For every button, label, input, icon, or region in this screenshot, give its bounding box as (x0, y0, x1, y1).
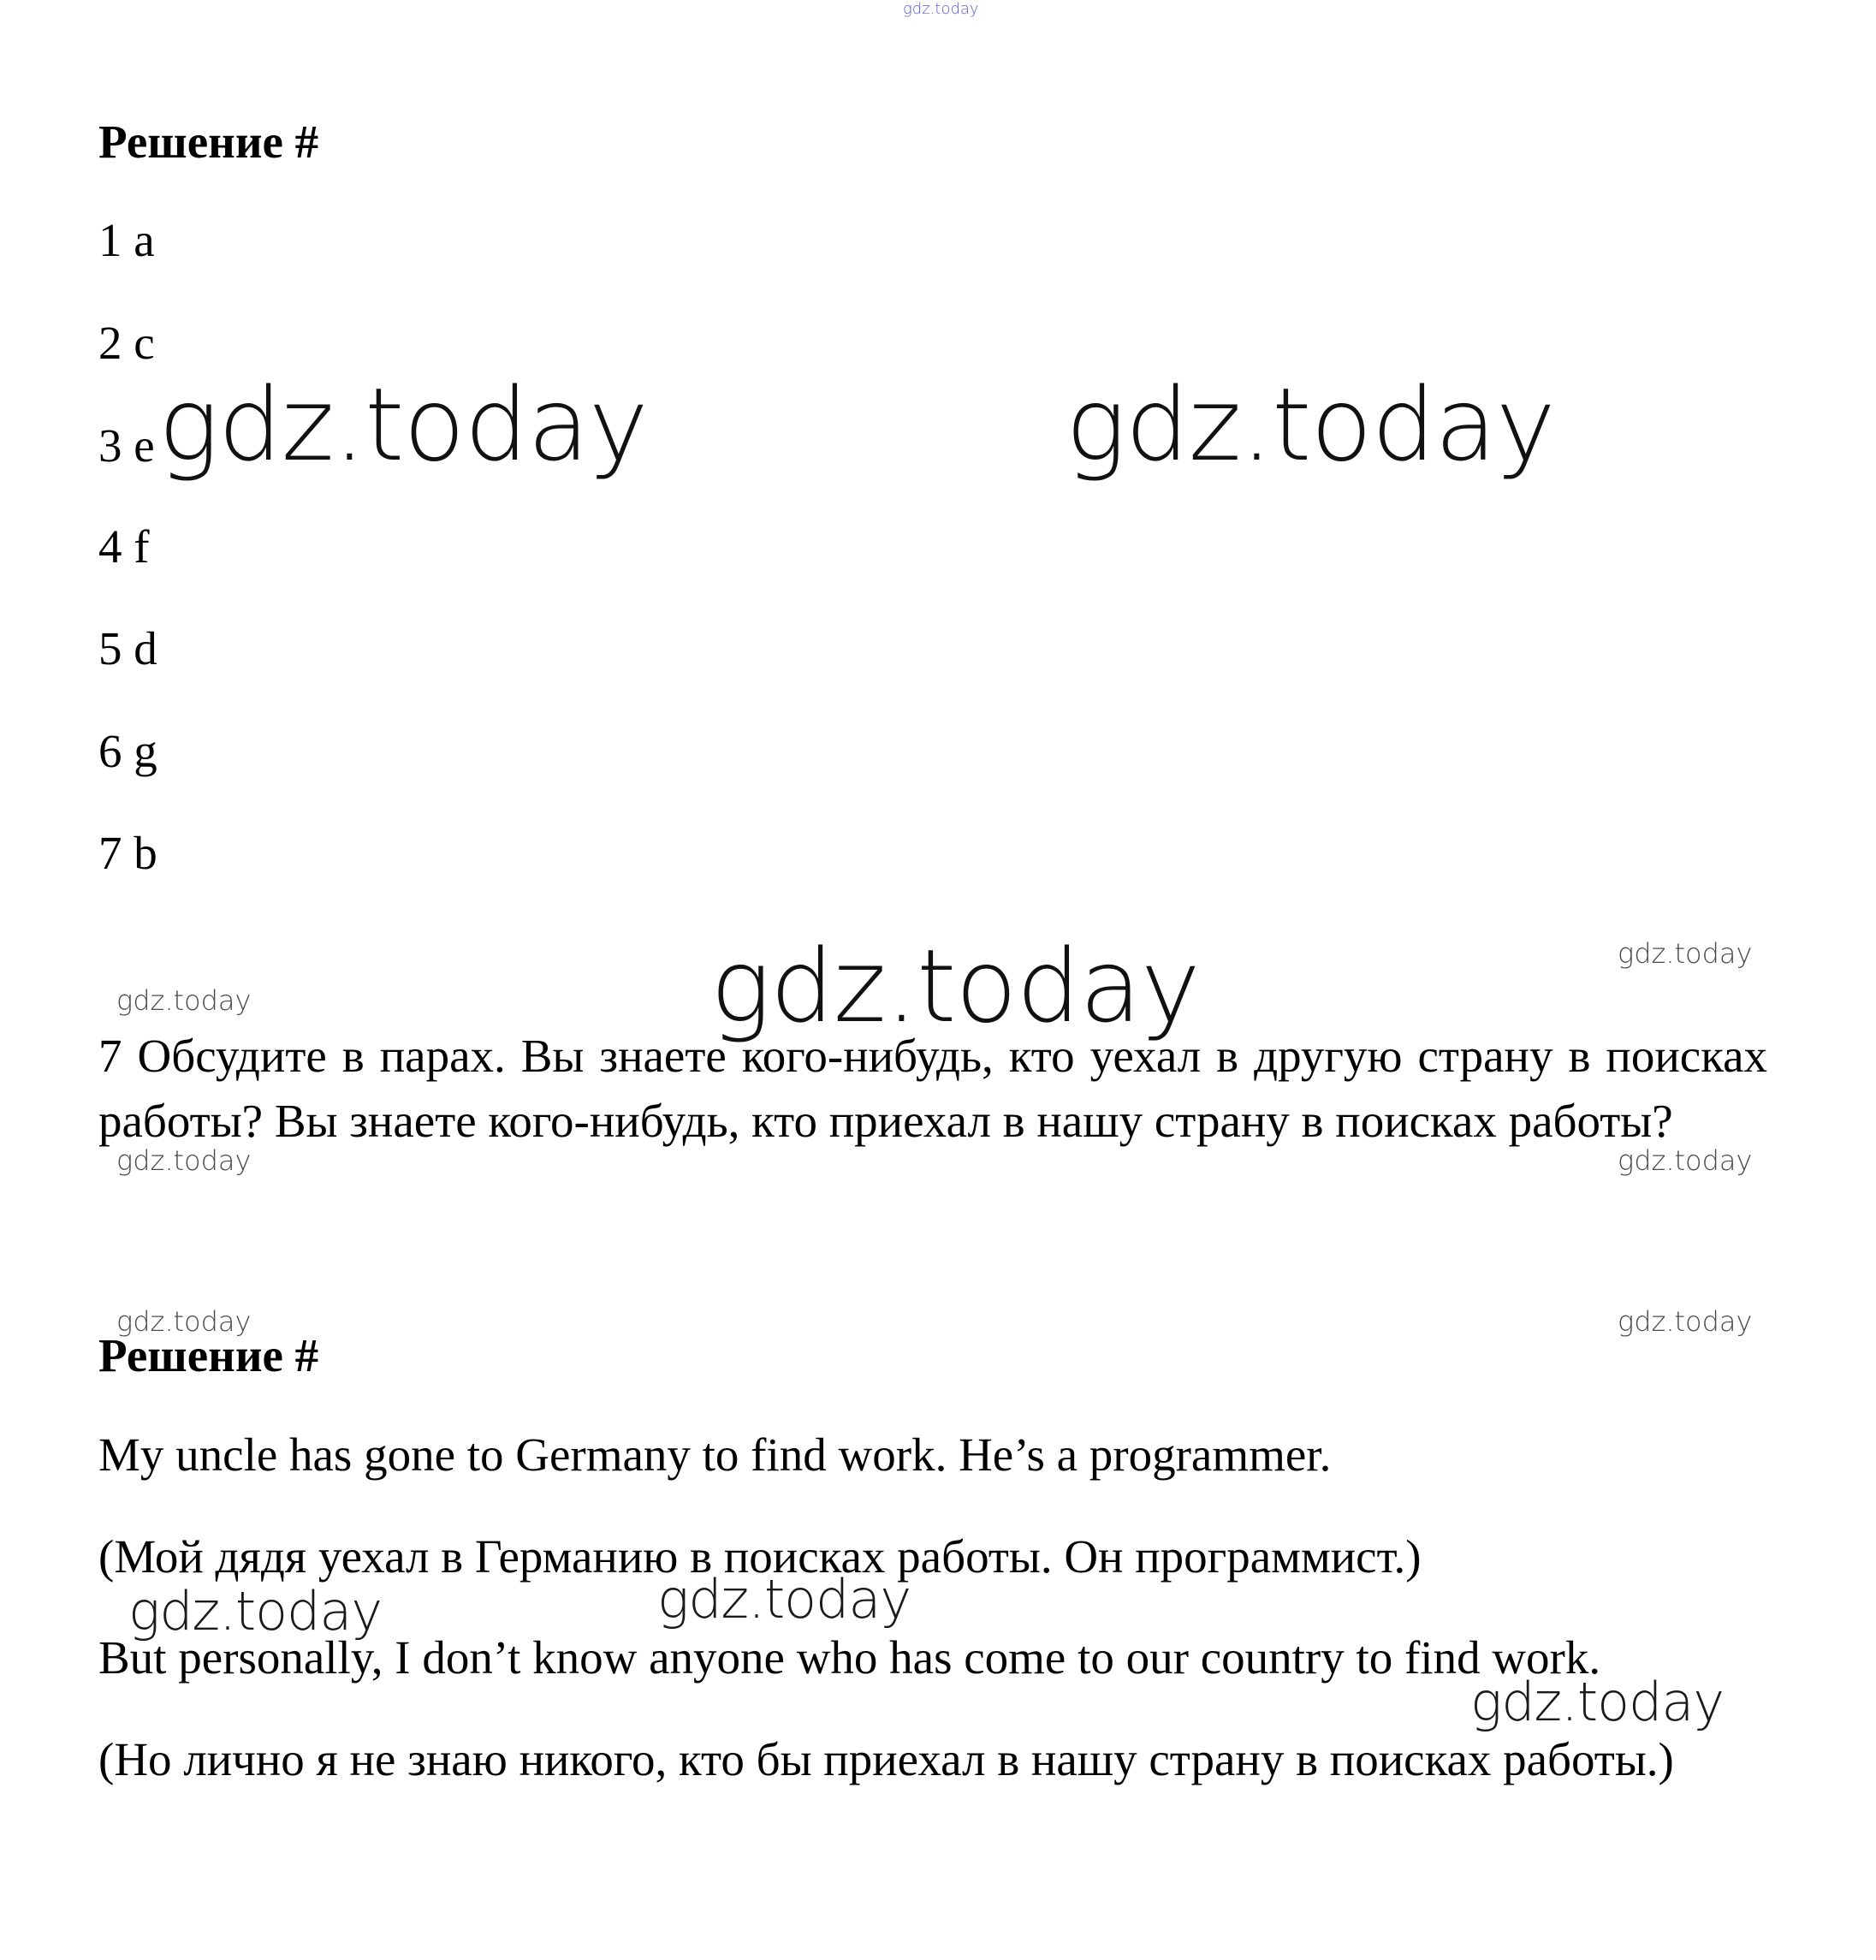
answer-1: 1 a (98, 214, 155, 266)
task-text: 7 Обсудите в парах. Вы знаете кого-нибудь, кто уехал в другую страну в поисках работы? Вы знаете кого-нибудь, кто приехал в нашу страну в поисках работы? (98, 1030, 1767, 1147)
watermark-medium-2: gdz.today (657, 1568, 911, 1630)
watermark-medium-1: gdz.today (128, 1580, 383, 1642)
watermark-large-2: gdz.today (1066, 365, 1555, 484)
answer-4: 4 f (98, 520, 150, 573)
answer-3: 3 e (98, 419, 155, 472)
watermark-small-1: gdz.today (1618, 937, 1753, 970)
answer-2: 2 c (98, 317, 155, 369)
watermark-medium-3: gdz.today (1470, 1671, 1725, 1733)
watermark-small-2: gdz.today (116, 984, 252, 1017)
answer-6: 6 g (98, 725, 157, 777)
watermark-top: gdz.today (903, 0, 979, 18)
watermark-small-6: gdz.today (1618, 1305, 1753, 1338)
watermark-small-5: gdz.today (116, 1305, 252, 1338)
watermark-large-1: gdz.today (158, 365, 648, 484)
answer-translation-1: (Мой дядя уехал в Германию в поисках работы. Он программист.) (98, 1530, 1422, 1583)
solution-heading-2: Решение # (98, 1329, 319, 1381)
answer-7: 7 b (98, 827, 157, 879)
solution-heading-1: Решение # (98, 116, 319, 168)
watermark-small-3: gdz.today (116, 1144, 252, 1177)
answer-paragraph-1: My uncle has gone to Germany to find work. He’s a programmer. (98, 1428, 1332, 1481)
watermark-large-3: gdz.today (710, 927, 1200, 1045)
answer-translation-2: (Но лично я не знаю никого, кто бы приехал в нашу страну в поисках работы.) (98, 1733, 1674, 1785)
watermark-small-4: gdz.today (1618, 1144, 1753, 1177)
answer-paragraph-2: But personally, I don’t know anyone who has come to our country to find work. (98, 1631, 1601, 1684)
answer-5: 5 d (98, 622, 157, 674)
